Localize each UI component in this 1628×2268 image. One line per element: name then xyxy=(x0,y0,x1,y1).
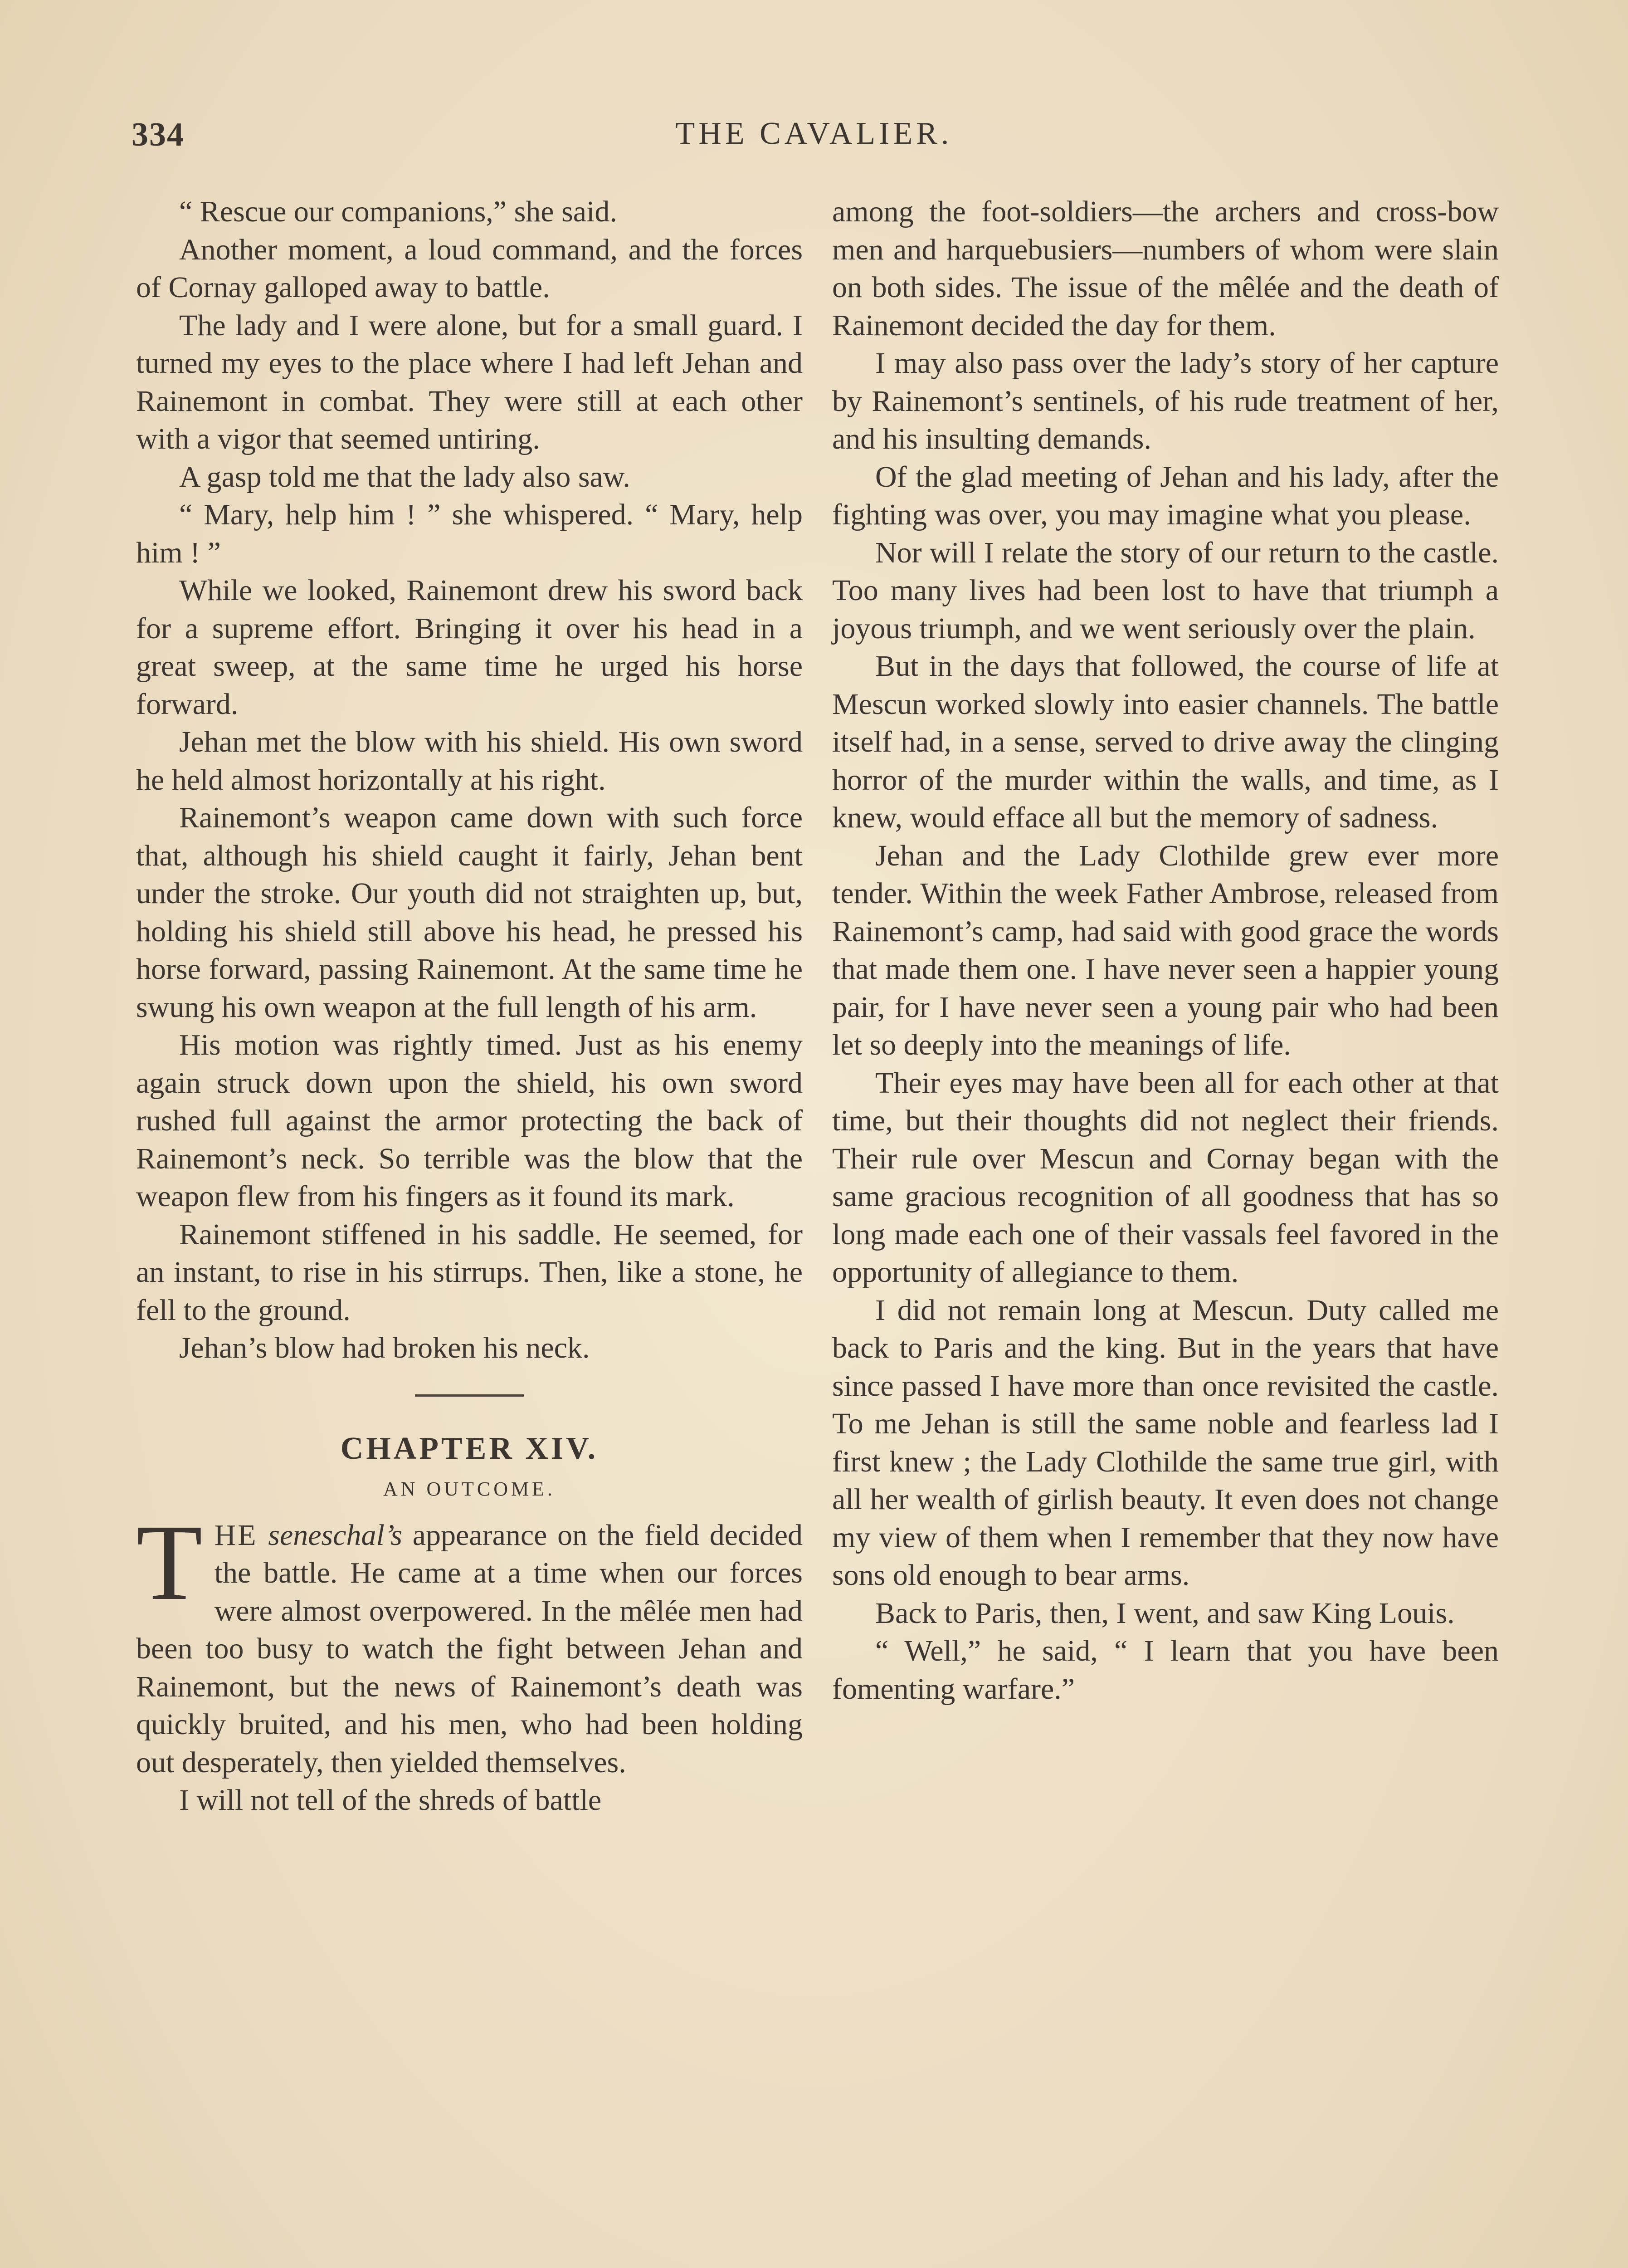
paragraph: Rainemont’s weapon came down with such force that, although his shield caught it fairly, Jehan bent under the stroke. Our youth did not straighten up, but, holding his shield still above his head, he pressed his horse forward, passing Rainemont. At the same time he swung his own weapon at the full length of his arm. xyxy=(136,801,803,1024)
right-column xyxy=(832,193,1499,1708)
paragraph: I will not tell of the shreds of battle xyxy=(179,1784,602,1817)
paragraph: The lady and I were alone, but for a small guard. I turned my eyes to the place where I had left Jehan and Rainemont in combat. They were still at each other with a vigor that seemed untiring. xyxy=(136,308,803,455)
paragraph: Another moment, a loud command, and the forces of Cornay galloped away to battle. xyxy=(136,233,803,304)
chapter-opening-paragraph xyxy=(136,1501,803,1782)
paragraph: “ Well,” he said, “ I learn that you have been fomenting warfare.” xyxy=(832,1634,1499,1706)
paragraph: While we looked, Rainemont drew his sword back for a supreme effort. Bringing it over his head in a great sweep, at the same time he urged his horse forward. xyxy=(136,574,803,721)
paragraph: Of the glad meeting of Jehan and his lady, after the fighting was over, you may imagine what you please. xyxy=(832,460,1499,531)
page-header xyxy=(132,116,1496,156)
paragraph: His motion was rightly timed. Just as his enemy again struck down upon the shield, his own sword rushed full against the armor protecting the back of Rainemont’s neck. So terrible was the blow that the weapon flew from his fingers as it found its mark. xyxy=(136,1028,803,1213)
drop-cap: T xyxy=(136,1501,203,1623)
chapter-divider xyxy=(415,1394,524,1397)
running-title: THE CAVALIER. xyxy=(675,116,953,151)
paragraph: Back to Paris, then, I went, and saw King Louis. xyxy=(875,1596,1455,1630)
chapter-heading: CHAPTER XIV. xyxy=(340,1431,599,1466)
page-number: 334 xyxy=(132,116,185,153)
paragraph: Jehan and the Lady Clothilde grew ever more tender. Within the week Father Ambrose, released from Rainemont’s camp, had said with good grace the words that made them one. I have never seen a happier young pair, for I have never seen a young pair who had been let so deeply into the meanings of life. xyxy=(832,839,1499,1061)
paragraph: Jehan’s blow had broken his neck. xyxy=(179,1331,590,1364)
italic-word: seneschal’s xyxy=(268,1518,403,1552)
left-column xyxy=(136,193,803,1819)
chapter-subtitle: AN OUTCOME. xyxy=(383,1477,556,1500)
paragraph: Rainemont stiffened in his saddle. He seemed, for an instant, to rise in his stirrups. Then, like a stone, he fell to the ground. xyxy=(136,1217,803,1327)
first-word-rest: HE xyxy=(214,1518,258,1552)
paragraph: Their eyes may have been all for each other at that time, but their thoughts did not neglect their friends. Their rule over Mescun and Cornay began with the same gracious recognition of all goodness that has so long made each one of their vassals feel favored in the opportunity of allegiance to them. xyxy=(832,1066,1499,1289)
continued-paragraph: among the foot-soldiers—the archers and cross-bow men and harquebusiers—numbers of whom were slain on both sides. The issue of the mêlée and the death of Rainemont decided the day for them. xyxy=(832,195,1499,342)
paragraph: Nor will I relate the story of our return to the castle. Too many lives had been lost to have that triumph a joyous triumph, and we went seriously over the plain. xyxy=(832,536,1499,645)
paragraph: Jehan met the blow with his shield. His own sword he held almost horizontally at his right. xyxy=(136,725,803,797)
paragraph: “ Rescue our companions,” she said. xyxy=(179,195,617,228)
paragraph: But in the days that followed, the course of life at Mescun worked slowly into easier channels. The battle itself had, in a sense, served to drive away the clinging horror of the murder within the walls, and time, as I knew, would efface all but the memory of sadness. xyxy=(832,650,1499,834)
paragraph: “ Mary, help him ! ” she whispered. “ Mary, help him ! ” xyxy=(136,498,803,569)
paragraph: A gasp told me that the lady also saw. xyxy=(179,460,630,494)
paragraph: I did not remain long at Mescun. Duty called me back to Paris and the king. But in the years that have since passed I have more than once revisited the castle. To me Jehan is still the same noble and fearless lad I first knew ; the Lady Clothilde the same true girl, with all her wealth of girlish beauty. It even does not change my view of them when I remember that they now have sons old enough to bear arms. xyxy=(832,1293,1499,1592)
opening-text: appearance on the field decided the battle. He came at a time when our forces were almost overpowered. In the mêlée men had been too busy to watch the fight between Jehan and Rainemont, but the news of Rainemont’s death was quickly bruited, and his men, who had been holding out desperately, then yielded themselves. xyxy=(136,1518,803,1779)
paragraph: I may also pass over the lady’s story of her capture by Rainemont’s sentinels, of his rude treatment of her, and his insulting demands. xyxy=(832,347,1499,455)
